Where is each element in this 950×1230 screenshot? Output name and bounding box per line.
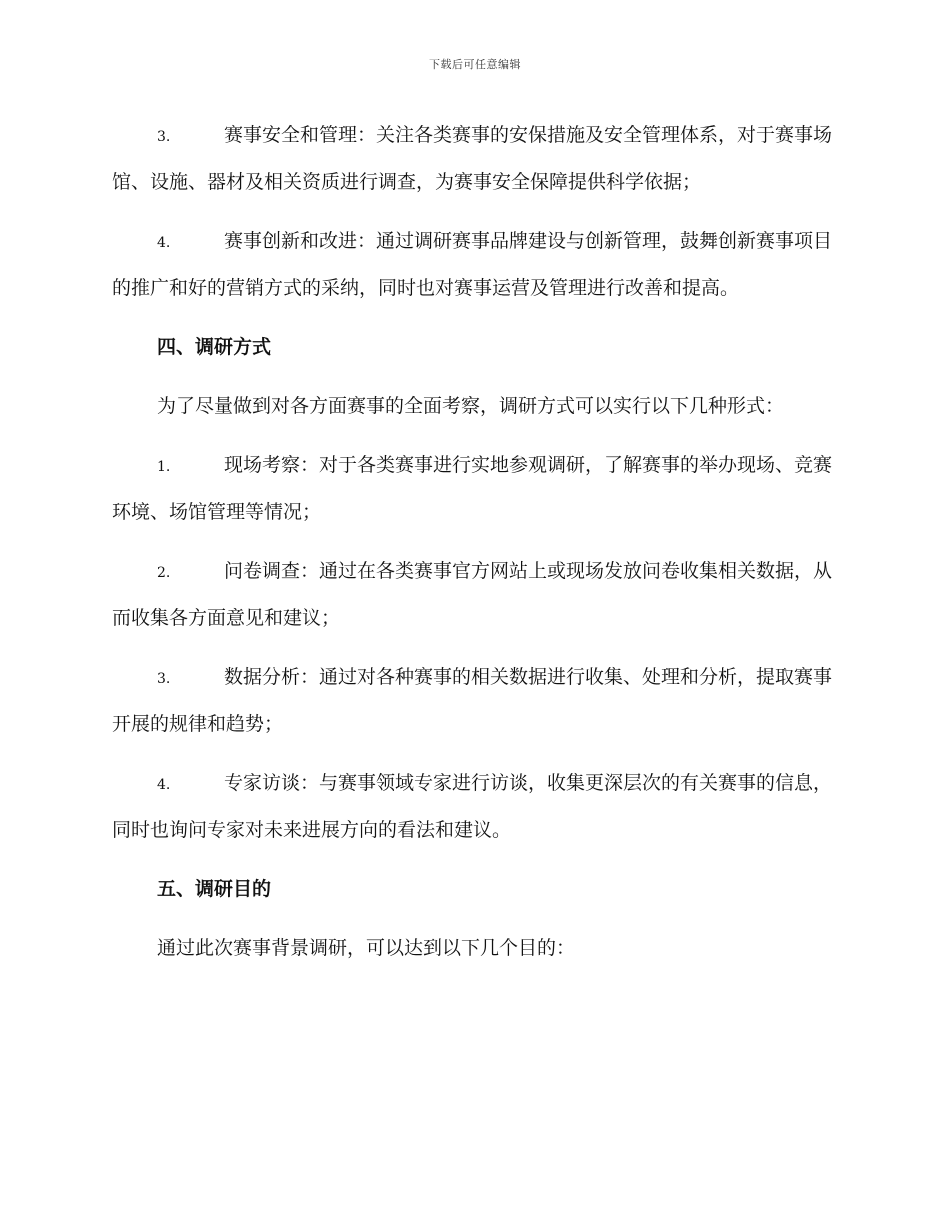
list-item-innovation <box>112 219 834 311</box>
list-item-text: 赛事安全和管理：关注各类赛事的安保措施及安全管理体系，对于赛事场馆、设施、器材及相关资质进行调查，为赛事安全保障提供科学依据； <box>112 124 833 193</box>
section-heading-research-goals: 五、调研目的 <box>157 878 272 900</box>
list-item-text: 专家访谈：与赛事领域专家进行访谈，收集更深层次的有关赛事的信息，同时也询问专家对未来进展方向的看法和建议。 <box>112 772 833 841</box>
list-number: 1. <box>157 459 171 475</box>
list-item-text: 问卷调查：通过在各类赛事官方网站上或现场发放问卷收集相关数据，从而收集各方面意见和建议； <box>112 560 833 629</box>
paragraph-methods-intro: 为了尽量做到对各方面赛事的全面考察，调研方式可以实行以下几种形式： <box>157 395 785 417</box>
list-number: 2. <box>157 565 171 581</box>
header-note: 下载后可任意编辑 <box>429 58 521 71</box>
list-number: 4. <box>157 777 171 793</box>
list-number: 3. <box>157 671 171 687</box>
list-item-safety-management <box>112 113 834 205</box>
paragraph-goals-intro: 通过此次赛事背景调研，可以达到以下几个目的： <box>157 937 576 959</box>
document-body <box>112 113 834 985</box>
list-item-text: 数据分析：通过对各种赛事的相关数据进行收集、处理和分析，提取赛事开展的规律和趋势； <box>112 666 833 735</box>
list-number: 3. <box>157 129 171 145</box>
list-item-data-analysis <box>112 655 834 747</box>
list-item-expert-interview <box>112 761 834 853</box>
list-number: 4. <box>157 235 171 251</box>
section-heading-research-methods: 四、调研方式 <box>157 336 272 358</box>
list-item-text: 赛事创新和改进：通过调研赛事品牌建设与创新管理，鼓舞创新赛事项目的推广和好的营销方式的采纳，同时也对赛事运营及管理进行改善和提高。 <box>112 230 833 299</box>
list-item-site-inspection <box>112 443 834 535</box>
list-item-text: 现场考察：对于各类赛事进行实地参观调研，了解赛事的举办现场、竞赛环境、场馆管理等情况； <box>112 454 833 523</box>
list-item-questionnaire <box>112 549 834 641</box>
